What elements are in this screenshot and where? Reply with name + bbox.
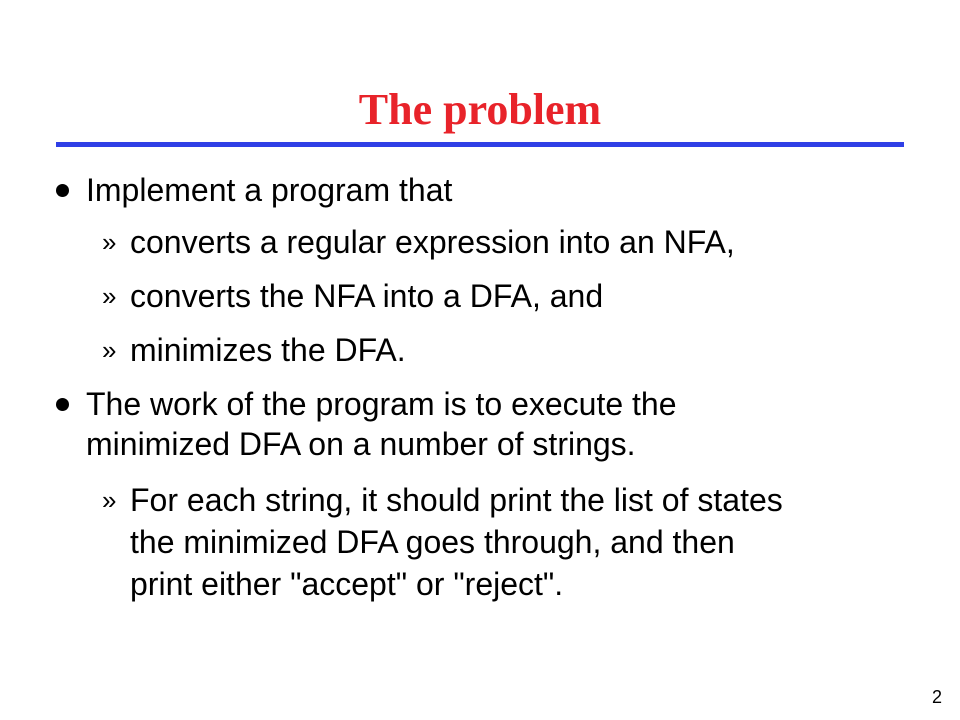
sub-bullet-1-1: converts a regular expression into an NFA,	[130, 224, 735, 260]
page-number: 2	[931, 687, 942, 707]
sub-bullet-marker: »	[102, 485, 117, 515]
sub-bullet-2-1-line-2: the minimized DFA goes through, and then	[130, 524, 735, 560]
sub-bullet-2-1-line-3: print either "accept" or "reject".	[130, 566, 564, 602]
bullet-2-line-2: minimized DFA on a number of strings.	[86, 426, 636, 462]
bullet-dot-icon	[56, 398, 69, 411]
sub-bullet-1-2: converts the NFA into a DFA, and	[130, 278, 604, 314]
bullet-1-text: Implement a program that	[86, 172, 453, 208]
sub-bullet-marker: »	[102, 335, 117, 365]
sub-bullet-marker: »	[102, 281, 117, 311]
bullet-2-line-1: The work of the program is to execute the	[86, 386, 677, 422]
sub-bullet-marker: »	[102, 227, 117, 257]
bullet-dot-icon	[56, 184, 69, 197]
title-underline	[56, 142, 904, 147]
sub-bullet-1-3: minimizes the DFA.	[130, 332, 406, 368]
slide-title: The problem	[358, 85, 602, 134]
sub-bullet-2-1-line-1: For each string, it should print the list of states	[130, 482, 783, 518]
